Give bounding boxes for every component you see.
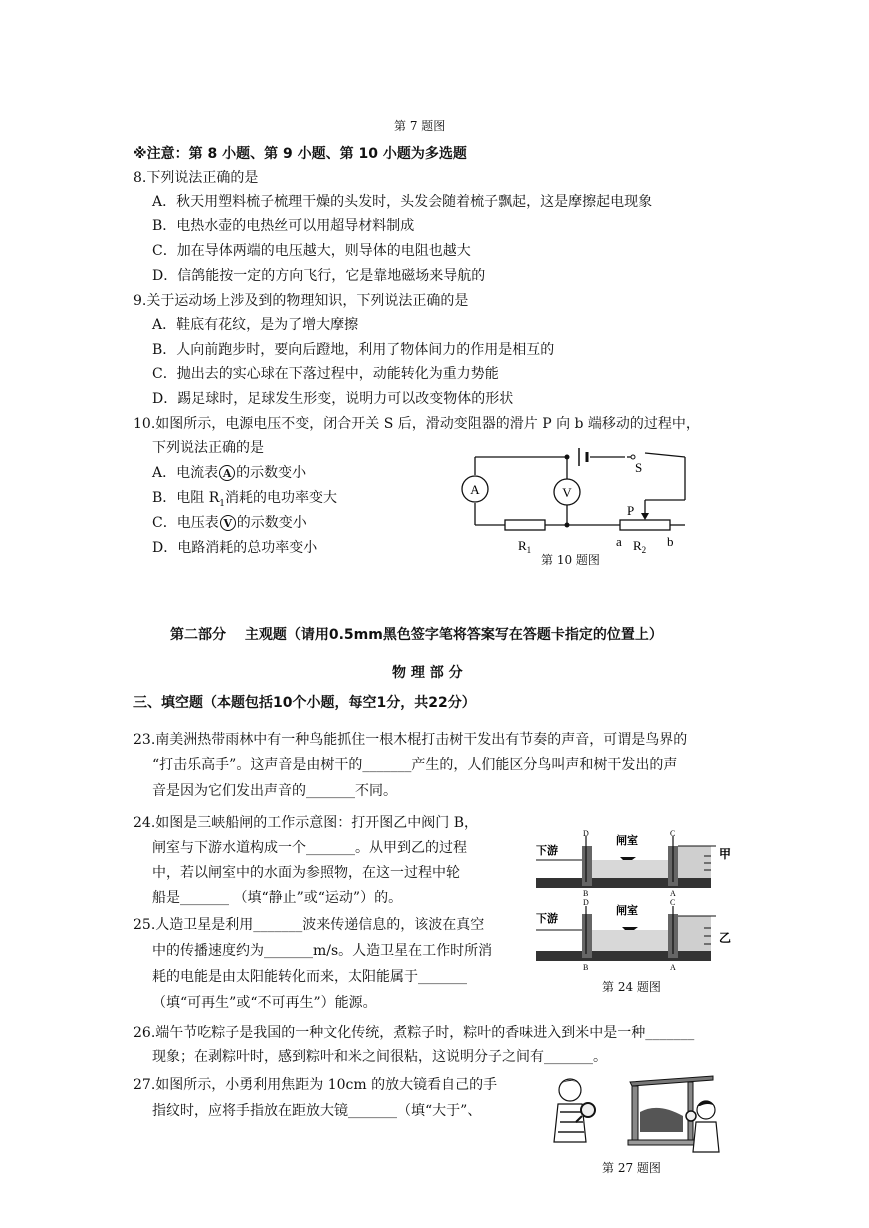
r1-label: $R_1$ xyxy=(518,538,532,555)
fig24-caption: 第 24 题图 xyxy=(602,980,661,994)
boy-head-left xyxy=(559,1079,581,1101)
q10-option-c: C．电压表 V 的示数变小 xyxy=(152,515,307,531)
resistor-r1 xyxy=(505,520,545,530)
q24-line-3: 中，若以闸室中的水面为参照物，在这一过程中轮 xyxy=(152,865,460,881)
q9-option-d: D．踢足球时，足球发生形变，说明力可以改变物体的形状 xyxy=(152,391,514,407)
state-yi-label: 乙 xyxy=(719,931,732,945)
state-jia-label: 甲 xyxy=(719,847,732,861)
q8-option-a: A．秋天用塑料梳子梳理干燥的头发时，头发会随着梳子飘起，这是摩擦起电现象 xyxy=(152,194,653,210)
q24-line-1: 24.如图是三峡船闸的工作示意图：打开图乙中阀门 B， xyxy=(133,815,479,831)
section3-title: 三、填空题（本题包括10个小题，每空1分，共22分） xyxy=(133,695,476,711)
gate-d-label-jia: D xyxy=(583,829,589,838)
switch-label: S xyxy=(635,460,643,475)
q8-option-b: B．电热水壶的电热丝可以用超导材料制成 xyxy=(152,218,415,234)
q23-line-2: “打击乐高手”。这声音是由树干的_______产生的，人们能区分鸟叫声和树干发出的声 xyxy=(152,757,678,773)
q23-line-3: 音是因为它们发出声音的_______不同。 xyxy=(152,783,397,799)
ammeter-label: A xyxy=(470,482,480,497)
valve-a-label-jia: A xyxy=(670,889,676,898)
switch-pivot xyxy=(631,455,635,459)
q26-line-1: 26.端午节吃粽子是我国的一种文化传统，煮粽子时，粽叶的香味进入到米中是一种_______ xyxy=(133,1025,695,1041)
valve-b-label-jia: B xyxy=(583,889,589,898)
slider-arrow xyxy=(641,513,649,520)
q10-stem-continued: 下列说法正确的是 xyxy=(152,440,264,456)
junction-dot xyxy=(565,523,570,528)
multiple-choice-notice: ※注意：第 8 小题、第 9 小题、第 10 小题为多选题 xyxy=(133,146,467,162)
q10-option-d: D．电路消耗的总功率变小 xyxy=(152,540,318,556)
gate-c-label-jia: C xyxy=(670,829,676,838)
q27-line-1: 27.如图所示，小勇利用焦距为 10cm 的放大镜看自己的手 xyxy=(133,1077,498,1093)
valve-b-label-yi: B xyxy=(583,963,589,972)
physics-section-title: 物 理 部 分 xyxy=(392,665,463,681)
q9-stem: 9.关于运动场上涉及到的物理知识，下列说法正确的是 xyxy=(133,293,469,309)
ship-lock-diagram xyxy=(536,826,736,976)
q25-line-1: 25.人造卫星是利用_______波来传递信息的，该波在真空 xyxy=(133,917,485,933)
q10-option-a: A．电流表 A 的示数变小 xyxy=(152,465,307,481)
q8-stem: 8.下列说法正确的是 xyxy=(133,170,259,186)
magnifier-illustration xyxy=(548,1072,728,1157)
part2-title: 第二部分 主观题（请用0.5mm黑色签字笔将答案写在答题卡指定的位置上） xyxy=(170,627,663,643)
valve-a-label-yi: A xyxy=(670,963,676,972)
rheostat-r2 xyxy=(620,520,670,530)
q24-line-4: 船是_______ （填“静止”或“运动”）的。 xyxy=(152,890,403,906)
q23-line-1: 23.南美洲热带雨林中有一种鸟能抓住一根木棍打击树干发出有节奏的声音，可谓是鸟界的 xyxy=(133,732,688,748)
switch-lever xyxy=(645,453,685,457)
end-b-label: b xyxy=(667,534,674,549)
fig10-caption: 第 10 题图 xyxy=(541,553,600,567)
magnifier-icon xyxy=(581,1103,595,1117)
junction-dot xyxy=(565,455,570,460)
r2-label: $R_2$ xyxy=(633,538,647,555)
q10-option-b: B．电阻 $R_1$消耗的电功率变大 xyxy=(152,490,338,509)
q9-option-a: A．鞋底有花纹，是为了增大摩擦 xyxy=(152,317,359,333)
window-view xyxy=(640,1108,683,1132)
q26-line-2: 现象；在剥粽叶时，感到粽叶和米之间很粘，这说明分子之间有_______。 xyxy=(152,1049,607,1065)
fig27-caption: 第 27 题图 xyxy=(602,1161,661,1175)
downstream-label-yi: 下游 xyxy=(536,913,558,925)
voltmeter-label: V xyxy=(562,485,572,500)
chamber-label-jia: 闸室 xyxy=(616,835,638,847)
q27-line-2: 指纹时，应将手指放在距放大镜_______（填“大于”、 xyxy=(152,1103,482,1119)
fig7-caption: 第 7 题图 xyxy=(394,119,446,133)
downstream-label-jia: 下游 xyxy=(536,845,558,857)
q25-line-2: 中的传播速度约为_______m/s。人造卫星在工作时所消 xyxy=(152,943,493,959)
q8-option-d: D．信鸽能按一定的方向飞行，它是靠地磁场来导航的 xyxy=(152,268,486,284)
q25-line-4: （填“可再生”或“不可再生”）能源。 xyxy=(152,995,377,1011)
ammeter-symbol: A xyxy=(219,465,235,481)
q25-line-3: 耗的电能是由太阳能转化而来，太阳能属于_______ xyxy=(152,969,467,985)
gate-d-label-yi: D xyxy=(583,898,589,907)
q8-option-c: C．加在导体两端的电压越大，则导体的电阻也越大 xyxy=(152,243,471,259)
voltmeter-symbol: V xyxy=(220,515,236,531)
q24-line-2: 闸室与下游水道构成一个_______。从甲到乙的过程 xyxy=(152,840,467,856)
q9-option-b: B．人向前跑步时，要向后蹬地，利用了物体间力的作用是相互的 xyxy=(152,342,555,358)
gate-c-label-yi: C xyxy=(670,898,676,907)
magnifier-icon-right xyxy=(686,1111,696,1121)
slider-label: P xyxy=(627,503,635,518)
end-a-label: a xyxy=(616,534,622,549)
q9-option-c: C．抛出去的实心球在下落过程中，动能转化为重力势能 xyxy=(152,366,499,382)
chamber-label-yi: 闸室 xyxy=(616,905,638,917)
q10-stem: 10.如图所示，电源电压不变，闭合开关 S 后，滑动变阻器的滑片 P 向 b 端移动的过程中， xyxy=(133,416,700,432)
